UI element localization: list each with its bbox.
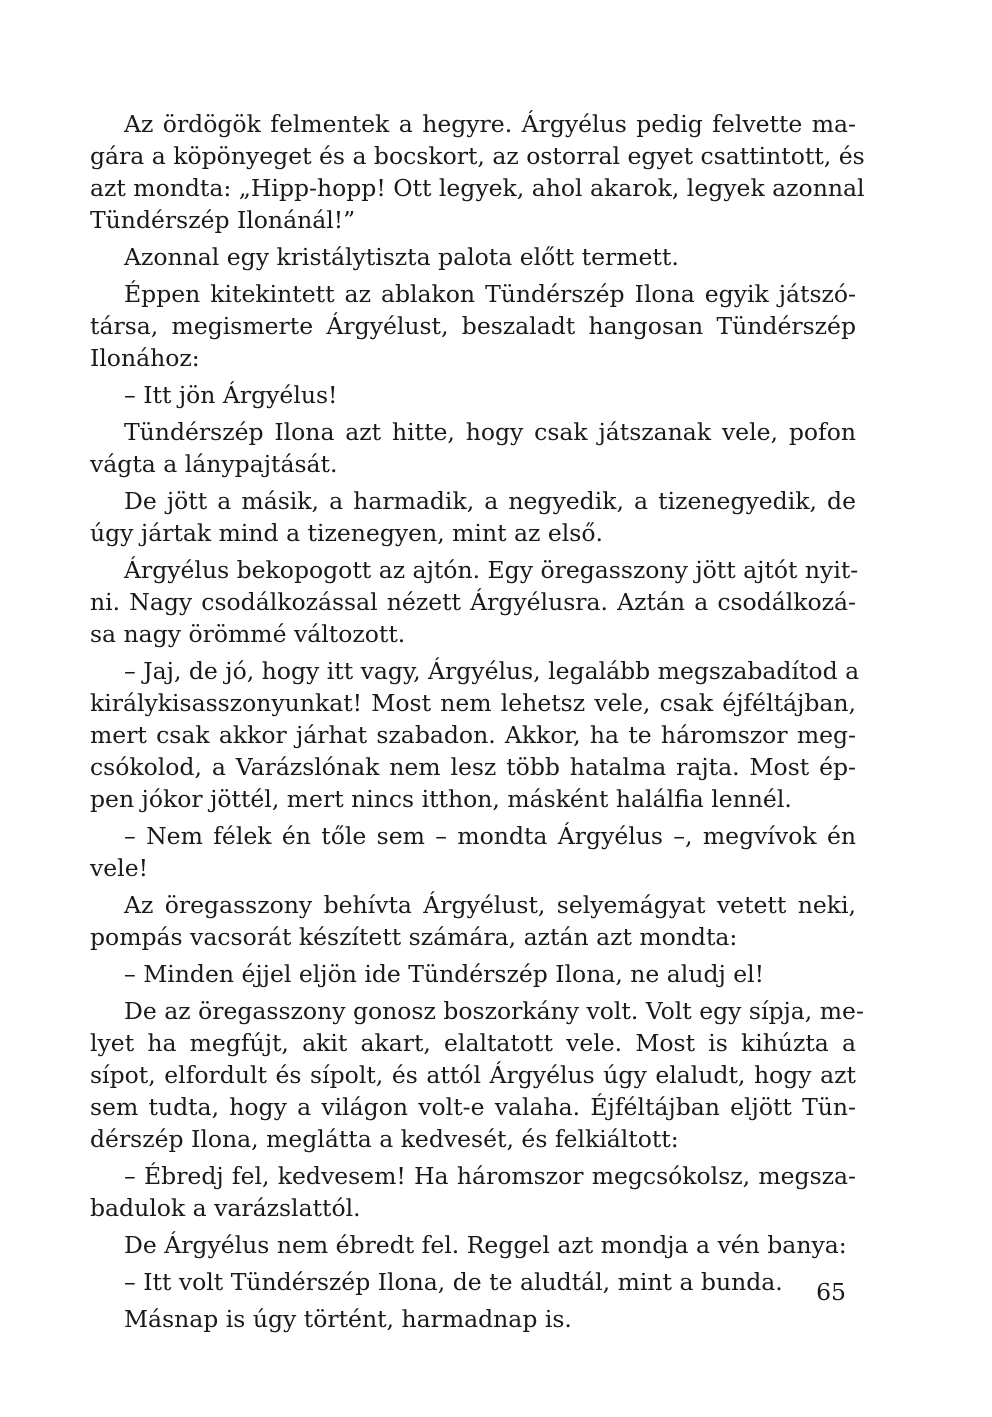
text-line: De Árgyélus nem ébredt fel. Reggel azt mondja a vén banya: (124, 1231, 847, 1259)
text-line: Tündérszép Ilona azt hitte, hogy csak játszanak vele, pofon (124, 418, 856, 446)
text-line: vágta a lánypajtását. (90, 450, 338, 478)
page-body-text (90, 108, 865, 1335)
text-line: Éppen kitekintett az ablakon Tündérszép Ilona egyik játszó- (124, 280, 856, 308)
text-line: úgy jártak mind a tizenegyen, mint az első. (90, 519, 603, 547)
text-line: De jött a másik, a harmadik, a negyedik, a tizenegyedik, de (124, 487, 856, 515)
text-line: Ilonához: (90, 344, 200, 372)
paragraph (90, 416, 856, 480)
text-line: – Minden éjjel eljön ide Tündérszép Ilona, ne aludj el! (124, 960, 765, 988)
text-line: Azonnal egy kristálytiszta palota előtt termett. (124, 243, 679, 271)
text-line: – Itt volt Tündérszép Ilona, de te aludtál, mint a bunda. (124, 1268, 783, 1296)
paragraph (90, 1266, 856, 1298)
text-line: csókolod, a Varázslónak nem lesz több hatalma rajta. Most ép- (90, 753, 856, 781)
text-line: mert csak akkor járhat szabadon. Akkor, ha te háromszor meg- (90, 721, 856, 749)
text-line: azt mondta: „Hipp-hopp! Ott legyek, ahol akarok, legyek azonnal (90, 174, 865, 202)
text-line: – Nem félek én tőle sem – mondta Árgyélus –, megvívok én (124, 822, 856, 850)
text-line: Az ördögök felmentek a hegyre. Árgyélus pedig felvette ma- (124, 110, 856, 138)
text-line: – Ébredj fel, kedvesem! Ha háromszor megcsókolsz, megsza- (124, 1162, 856, 1190)
text-line: sípot, elfordult és sípolt, és attól Árgyélus úgy elaludt, hogy azt (90, 1061, 856, 1089)
paragraph (90, 379, 856, 411)
text-line: ni. Nagy csodálkozással nézett Árgyélusra. Aztán a csodálkozá- (90, 588, 856, 616)
paragraph (90, 485, 856, 549)
text-line: lyet ha megfújt, akit akart, elaltatott vele. Most is kihúzta a (90, 1029, 856, 1057)
paragraph (90, 554, 859, 650)
text-line: pompás vacsorát készített számára, aztán azt mondta: (90, 923, 738, 951)
paragraph (90, 241, 856, 273)
text-line: sem tudta, hogy a világon volt-e valaha. Éjféltájban eljött Tün- (90, 1093, 856, 1121)
paragraph (90, 995, 864, 1155)
text-line: pen jókor jöttél, mert nincs itthon, másként halálfia lennél. (90, 785, 792, 813)
paragraph (90, 1303, 856, 1335)
paragraph (90, 820, 856, 884)
text-line: társa, megismerte Árgyélust, beszaladt hangosan Tündérszép (90, 312, 856, 340)
paragraph (90, 1160, 856, 1224)
paragraph (90, 1229, 856, 1261)
paragraph (90, 655, 860, 815)
text-line: királykisasszonyunkat! Most nem lehetsz vele, csak éjféltájban, (90, 689, 856, 717)
text-line: Másnap is úgy történt, harmadnap is. (124, 1305, 572, 1333)
text-line: vele! (90, 854, 149, 882)
text-line: sa nagy örömmé változott. (90, 620, 406, 648)
text-line: Az öregasszony behívta Árgyélust, selyemágyat vetett neki, (124, 891, 856, 919)
paragraph (90, 278, 856, 374)
text-line: Tündérszép Ilonánál!” (90, 206, 356, 234)
text-line: badulok a varázslattól. (90, 1194, 361, 1222)
paragraph (90, 108, 865, 236)
text-line: – Jaj, de jó, hogy itt vagy, Árgyélus, legalább megszabadítod a (124, 657, 860, 685)
text-line: gára a köpönyeget és a bocskort, az ostorral egyet csattintott, és (90, 142, 865, 170)
text-line: dérszép Ilona, meglátta a kedvesét, és felkiáltott: (90, 1125, 679, 1153)
paragraph (90, 958, 856, 990)
text-line: – Itt jön Árgyélus! (124, 381, 338, 409)
page-number: 65 (816, 1278, 846, 1306)
paragraph (90, 889, 856, 953)
text-line: Árgyélus bekopogott az ajtón. Egy öregasszony jött ajtót nyit- (124, 556, 859, 584)
text-line: De az öregasszony gonosz boszorkány volt. Volt egy sípja, me- (124, 997, 864, 1025)
